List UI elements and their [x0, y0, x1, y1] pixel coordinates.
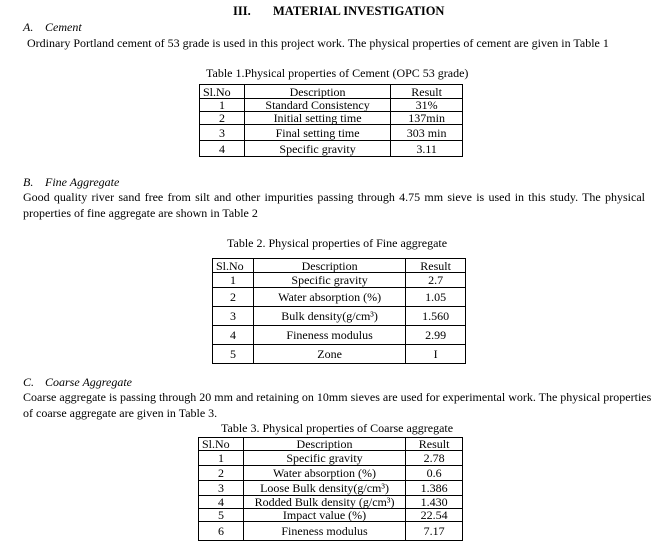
fine-heading-letter: B.: [23, 175, 34, 189]
table-cell-description: Rodded Bulk density (g/cm³): [243, 496, 405, 509]
table-cell-result: 1.430: [406, 496, 463, 509]
section-title-text: MATERIAL INVESTIGATION: [273, 4, 445, 18]
table-cell-description: Impact value (%): [243, 509, 405, 522]
table-cell-slno: 3: [199, 481, 244, 496]
table3-caption: Table 3. Physical properties of Coarse aggregate: [221, 421, 454, 435]
table-cell-slno: 5: [199, 509, 244, 522]
fine-paragraph-line2: properties of fine aggregate are shown in Table 2: [23, 206, 258, 220]
table-row: [213, 326, 466, 345]
table-row: [213, 288, 466, 307]
table3-header-row: [199, 438, 463, 451]
fine-paragraph: [23, 189, 645, 221]
cement-heading-text: Cement: [45, 20, 82, 34]
section-number: III.: [233, 4, 251, 18]
table-cell-slno: 2: [213, 288, 254, 307]
table-row: [200, 141, 463, 157]
cement-heading: [23, 20, 82, 35]
table2-header-row: [213, 259, 466, 273]
fine-paragraph-line1: Good quality river sand free from silt and other impurities passing through 4.75 mm sieve is used in this study. The physical: [23, 190, 645, 204]
table-row: [213, 345, 466, 364]
table-cell-description: Zone: [253, 345, 405, 364]
table-cell-result: 137min: [391, 112, 463, 125]
table-cell-result: I: [406, 345, 466, 364]
table-cell-result: 2.78: [406, 451, 463, 466]
coarse-heading: [23, 375, 132, 390]
coarse-heading-letter: C.: [23, 375, 35, 389]
table2-header-result: Result: [406, 259, 466, 273]
table-cell-description: Initial setting time: [244, 112, 390, 125]
table-cell-result: 303 min: [391, 125, 463, 141]
table1: [199, 84, 463, 157]
table-row: [213, 273, 466, 288]
coarse-paragraph-line1: Coarse aggregate is passing through 20 mm and retaining on 10mm sieves are used for experimental work. The physical properties: [23, 390, 652, 404]
table2: [212, 258, 466, 364]
table-cell-slno: 2: [199, 466, 244, 481]
coarse-paragraph: [23, 389, 652, 421]
table-cell-description: Specific gravity: [244, 141, 390, 157]
table2-caption: Table 2. Physical properties of Fine aggregate: [227, 236, 448, 250]
table-row: [199, 509, 463, 522]
table-cell-slno: 4: [200, 141, 245, 157]
coarse-heading-text: Coarse Aggregate: [45, 375, 132, 389]
table-cell-slno: 6: [199, 522, 244, 541]
table3: [198, 437, 463, 541]
table-cell-description: Standard Consistency: [244, 99, 390, 112]
table-row: [199, 466, 463, 481]
table-cell-result: 1.560: [406, 307, 466, 326]
fine-heading-text: Fine Aggregate: [45, 175, 120, 189]
table-cell-slno: 4: [199, 496, 244, 509]
table3-header-description: Description: [243, 438, 405, 451]
table-cell-description: Fineness modulus: [253, 326, 405, 345]
table-cell-slno: 1: [200, 99, 245, 112]
table1-header-row: [200, 85, 463, 99]
table-cell-result: 2.7: [406, 273, 466, 288]
table1-header-result: Result: [391, 85, 463, 99]
table-cell-slno: 2: [200, 112, 245, 125]
table3-header-result: Result: [406, 438, 463, 451]
table-cell-description: Water absorption (%): [253, 288, 405, 307]
table-cell-result: 22.54: [406, 509, 463, 522]
cement-heading-letter: A.: [23, 20, 34, 34]
table2-header-description: Description: [253, 259, 405, 273]
table-cell-description: Final setting time: [244, 125, 390, 141]
table1-header-description: Description: [244, 85, 390, 99]
table-row: [199, 496, 463, 509]
table-cell-result: 1.386: [406, 481, 463, 496]
table-row: [199, 522, 463, 541]
table1-caption: Table 1.Physical properties of Cement (OPC 53 grade): [206, 66, 469, 80]
table-row: [200, 99, 463, 112]
table-cell-slno: 5: [213, 345, 254, 364]
table-cell-slno: 3: [200, 125, 245, 141]
coarse-paragraph-line2: of coarse aggregate are given in Table 3.: [23, 406, 218, 420]
table-cell-result: 0.6: [406, 466, 463, 481]
table-cell-slno: 3: [213, 307, 254, 326]
table-cell-result: 31%: [391, 99, 463, 112]
table-cell-description: Specific gravity: [253, 273, 405, 288]
fine-heading: [23, 175, 119, 190]
table-row: [199, 481, 463, 496]
table-row: [199, 451, 463, 466]
table-cell-slno: 1: [199, 451, 244, 466]
table-cell-result: 1.05: [406, 288, 466, 307]
table3-header-slno: Sl.No: [199, 438, 244, 451]
table1-header-slno: Sl.No: [200, 85, 245, 99]
table-cell-slno: 4: [213, 326, 254, 345]
table-cell-result: 2.99: [406, 326, 466, 345]
table-cell-description: Water absorption (%): [243, 466, 405, 481]
table-row: [213, 307, 466, 326]
table-cell-description: Specific gravity: [243, 451, 405, 466]
section-title: [233, 4, 444, 19]
table-cell-description: Bulk density(g/cm³): [253, 307, 405, 326]
table-cell-description: Loose Bulk density(g/cm³): [243, 481, 405, 496]
cement-paragraph: Ordinary Portland cement of 53 grade is used in this project work. The physical properties of cement are given in Table 1: [27, 36, 609, 50]
table-row: [200, 112, 463, 125]
table2-header-slno: Sl.No: [213, 259, 254, 273]
table-cell-result: 7.17: [406, 522, 463, 541]
table-cell-result: 3.11: [391, 141, 463, 157]
table-cell-description: Fineness modulus: [243, 522, 405, 541]
table-row: [200, 125, 463, 141]
table-cell-slno: 1: [213, 273, 254, 288]
